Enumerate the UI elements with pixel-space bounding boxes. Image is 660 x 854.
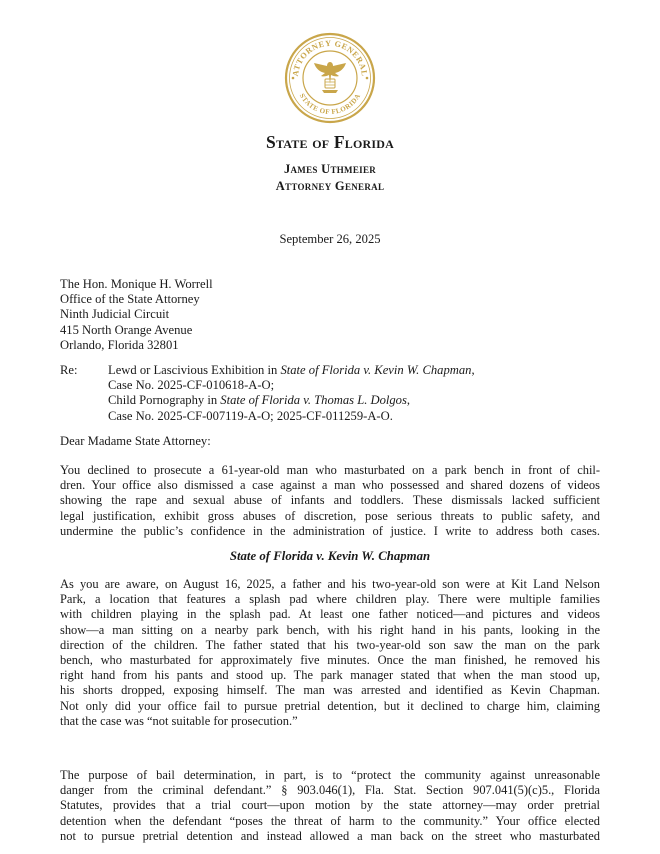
addressee-line: Office of the State Attorney (60, 292, 200, 307)
re-line-3: Child Pornography in State of Florida v. Thomas L. Dolgos, (108, 393, 411, 408)
attorney-general-title: Attorney General (275, 179, 385, 193)
svg-text:STATE OF FLORIDA (298, 92, 362, 116)
paragraph-bail: The purpose of bail determination, in part, is to “protect the community against unreasonable danger from the criminal defendant.” § 903.046(1), Fla. Stat. Section 907.041(5)(c)5., Florida Statutes, provides that a trial court—upon motion by the state attorney—may order pretrial detention when the defendant “poses the threat of harm to the community.” Your office elected not to pursue pretrial detention and instead allowed a man back on the street who masturbated (60, 768, 600, 843)
addressee-line: The Hon. Monique H. Worrell (60, 277, 213, 291)
addressee-block (60, 277, 213, 353)
attorney-general-name: James Uthmeier (283, 162, 377, 176)
re-label: Re: (60, 363, 78, 377)
re-line-2: Case No. 2025-CF-010618-A-O; (108, 378, 275, 393)
section-subheading: State of Florida v. Kevin W. Chapman (229, 549, 431, 563)
attorney-general-seal-icon (284, 32, 376, 124)
re-line-1: Lewd or Lascivious Exhibition in State of Florida v. Kevin W. Chapman, (108, 363, 475, 377)
paragraph-facts: As you are aware, on August 16, 2025, a father and his two-year-old son were at Kit Land Nelson Park, a location that features a splash pad where children play. There were multiple families with children playing in the splash pad. At least one father noticed—and pictures and videos show—a man sitting on a nearby park bench, with his right hand in his pants, looking in the direction of the children. The father stated that his two-year-old son saw the man on the park bench, who masturbated for approximately five minutes. Once the man finished, he removed his right hand from his pants and stood up. The park manager stated that when the man stood up, his shorts dropped, exposing himself. The man was arrested and identified as Kevin Chapman. Not only did your office fail to pursue pretrial detention, but it declined to charge him, claiming that the case was “not suitable for prosecution.” (60, 577, 600, 728)
addressee-line: Ninth Judicial Circuit (60, 307, 170, 322)
eagle-icon (314, 62, 346, 93)
seal-top-text: ATTORNEY GENERAL (290, 38, 370, 77)
seal-bottom-text: STATE OF FLORIDA (297, 92, 363, 117)
letter-date: September 26, 2025 (279, 232, 381, 246)
salutation: Dear Madame State Attorney: (60, 434, 211, 448)
re-line-4: Case No. 2025-CF-007119-A-O; 2025-CF-011259-A-O. (108, 408, 393, 423)
state-heading: State of Florida (266, 132, 394, 152)
addressee-line: Orlando, Florida 32801 (60, 337, 179, 352)
paragraph-intro: You declined to prosecute a 61-year-old man who masturbated on a park bench in front of chil- dren. Your office also dismissed a case against a man who possessed and shared dozens of videos showing the rape and sexual abuse of infants and toddlers. These dismissals lacked sufficient legal justification, exhibit gross abuses of discretion, pose serious threats to public safety, and undermine the public’s confidence in the administration of justice. I write to address both cases. (60, 463, 600, 538)
addressee-line: 415 North Orange Avenue (60, 322, 193, 337)
